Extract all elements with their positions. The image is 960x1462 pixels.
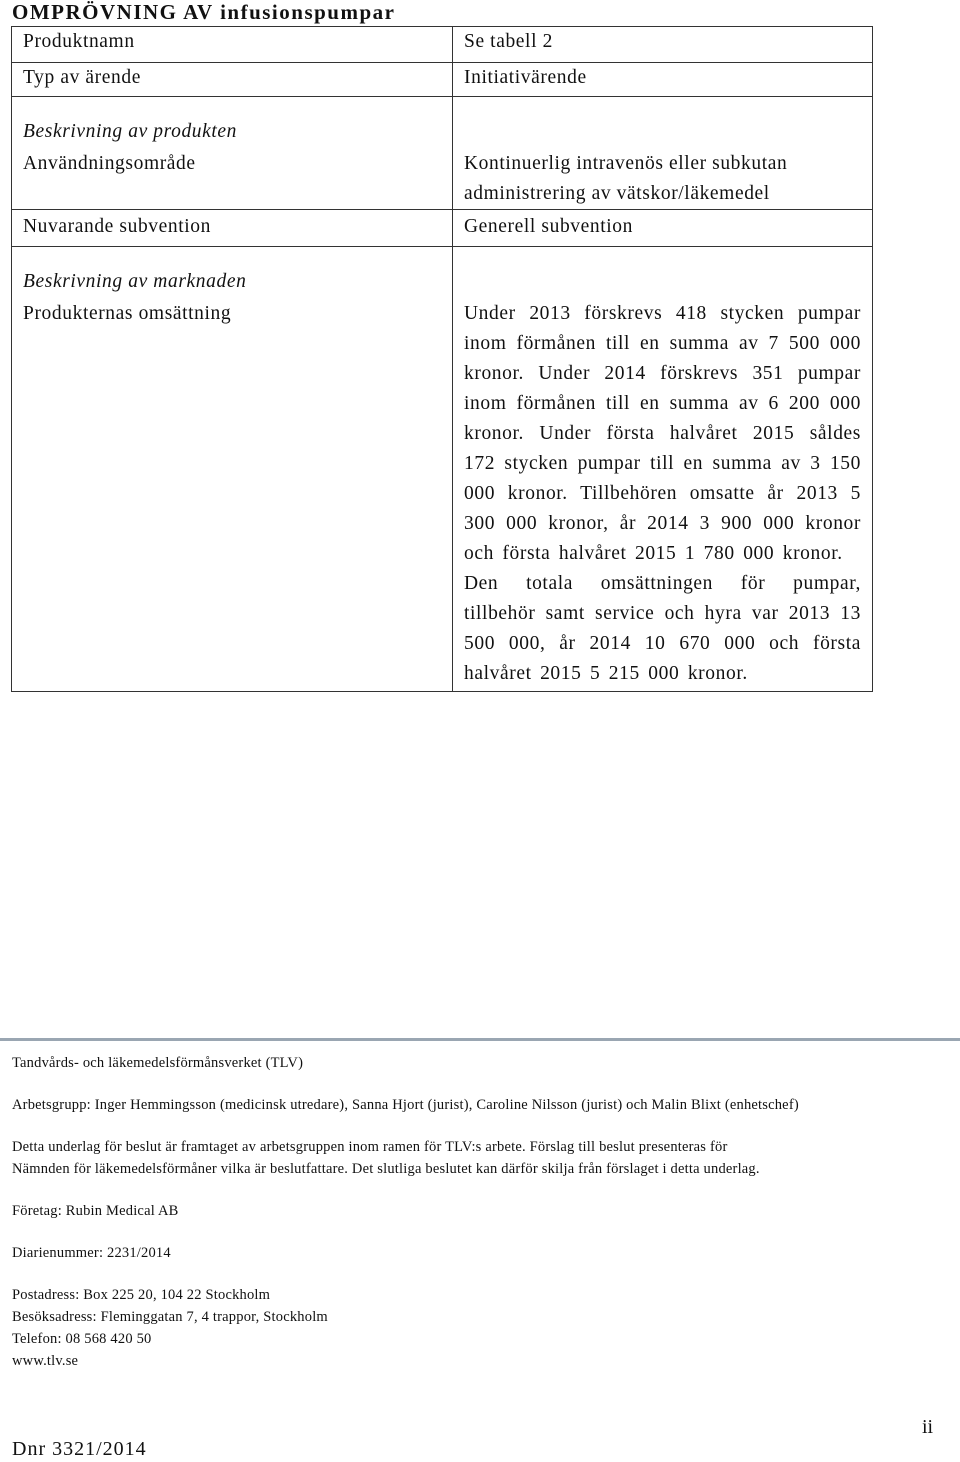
section-spacer [464, 117, 861, 149]
agency-name: Tandvårds- och läkemedelsförmånsverket (TLV) [12, 1055, 304, 1071]
basis-note-line1: Detta underlag för beslut är framtaget av arbetsgruppen inom ramen för TLV:s arbete. Förslag till beslut presenteras för [12, 1139, 728, 1155]
market-section-heading: Beskrivning av marknaden [23, 271, 247, 292]
page-number: ii [922, 1416, 934, 1438]
section-spacer [464, 267, 861, 299]
working-group: Arbetsgrupp: Inger Hemmingsson (medicinsk utredare), Sanna Hjort (jurist), Caroline Nilsson (jurist) och Malin Blixt (enhetschef) [12, 1097, 799, 1113]
product-info-table [11, 26, 873, 692]
turnover-paragraph-1: Under 2013 förskrevs 418 stycken pumpar inom förmånen till en summa av 7 500 000 kronor. Under 2014 förskrevs 351 pumpar inom förmånen till en summa av 6 200 000 kronor. Under första halvåret 2015 såldes 172 stycken pumpar till en summa av 3 150 000 kronor. Tillbehören omsatte år 2013 5 300 000 kronor, år 2014 3 900 000 kronor och första halvåret 2015 1 780 000 kronor. [464, 303, 861, 564]
table-row [12, 210, 873, 247]
product-name-label: Produktnamn [12, 27, 453, 63]
table-row [12, 97, 873, 210]
table-row [12, 63, 873, 97]
product-section-cell [12, 97, 453, 210]
subsidy-label: Nuvarande subvention [12, 210, 453, 247]
case-type-value: Initiativärende [453, 63, 873, 97]
market-section-cell [12, 247, 453, 692]
usage-label: Användningsområde [23, 153, 196, 174]
product-name-value: Se tabell 2 [453, 27, 873, 63]
subsidy-value: Generell subvention [453, 210, 873, 247]
turnover-label: Produkternas omsättning [23, 303, 232, 324]
table-row [12, 27, 873, 63]
turnover-value-cell [453, 247, 873, 692]
website-link[interactable]: www.tlv.se [12, 1353, 79, 1369]
table-row [12, 247, 873, 692]
case-type-label: Typ av ärende [12, 63, 453, 97]
visiting-address: Besöksadress: Fleminggatan 7, 4 trappor, Stockholm [12, 1309, 328, 1325]
page-title: OMPRÖVNING AV infusionspumpar [12, 0, 396, 24]
usage-value-line1: Kontinuerlig intravenös eller subkutan [464, 153, 788, 174]
company: Företag: Rubin Medical AB [12, 1203, 179, 1219]
document-number: Dnr 3321/2014 [12, 1438, 147, 1460]
footer-separator [0, 1038, 960, 1041]
basis-note [12, 1136, 922, 1180]
postal-address: Postadress: Box 225 20, 104 22 Stockholm [12, 1287, 271, 1303]
usage-value-line2: administrering av vätskor/läkemedel [464, 183, 770, 204]
footer [12, 1052, 922, 1372]
phone: Telefon: 08 568 420 50 [12, 1331, 152, 1347]
turnover-paragraph-2: Den totala omsättningen för pumpar, tillbehör samt service och hyra var 2013 13 500 000, år 2014 10 670 000 och första halvåret 2015 5 215 000 kronor. [464, 573, 861, 684]
basis-note-line2: Nämnden för läkemedelsförmåner vilka är beslutfattare. Det slutliga beslutet kan därför skilja från förslaget i detta underlag. [12, 1161, 760, 1177]
product-section-heading: Beskrivning av produkten [23, 121, 238, 142]
diary-number: Diarienummer: 2231/2014 [12, 1245, 171, 1261]
usage-value-cell [453, 97, 873, 210]
